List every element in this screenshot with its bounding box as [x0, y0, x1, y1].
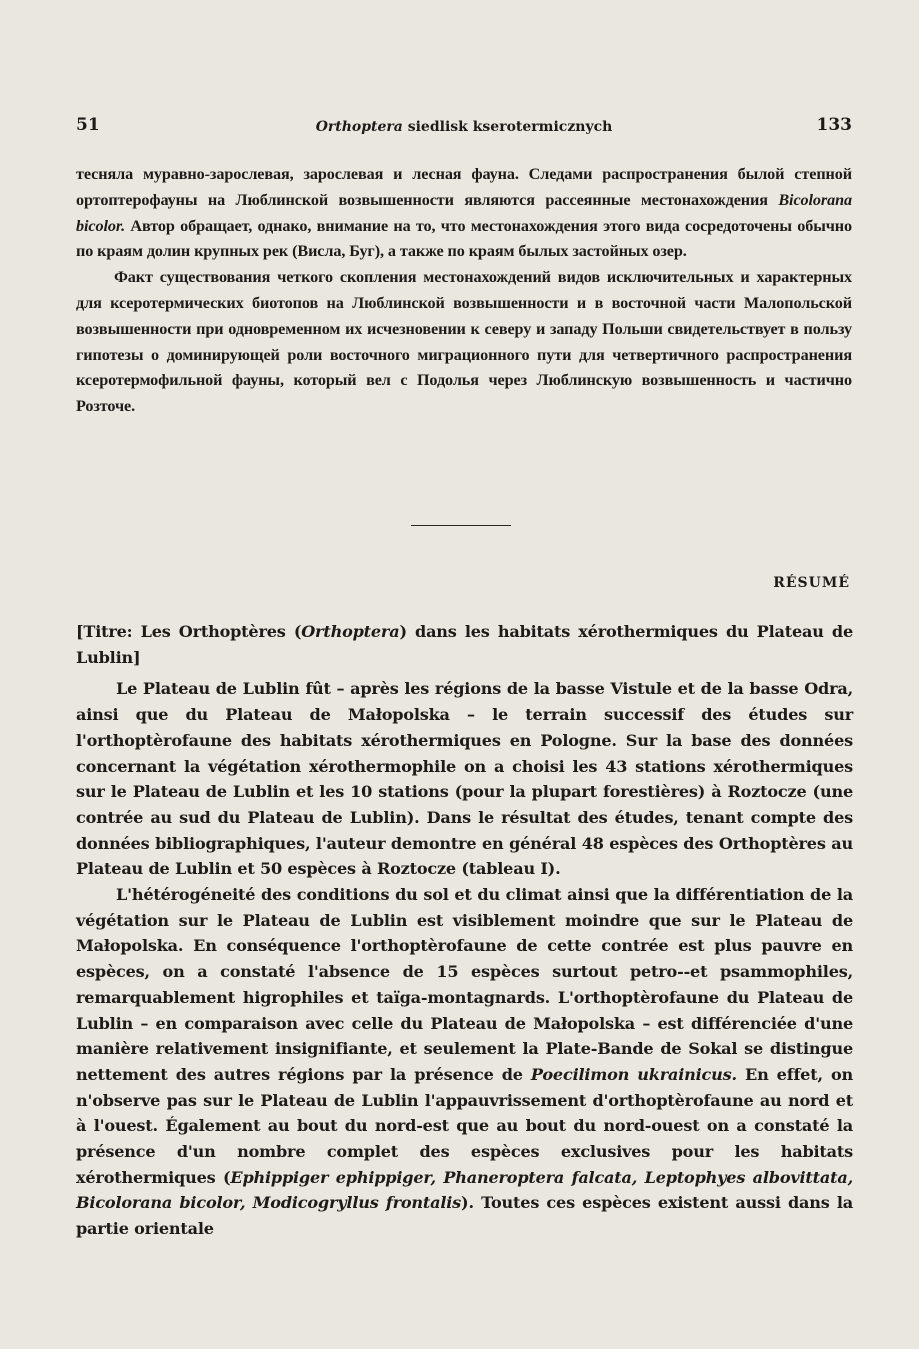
- russian-p1-text: тесняла муравно-зарослевая, зарослевая и лесная фауна. Следами распространения былой степной ортоптерофауны на Люблинской возвышенности являются рассеянные местонахождения: [76, 165, 852, 209]
- species-name: Bicolorana bicolor.: [76, 190, 852, 235]
- russian-p1-rest: Автор обращает, однако, внимание на то, что местонахождения этого вида сосредоточены обычно по краям долин крупных рек (Висла, Буг), а также по краям былых застойных озер.: [76, 216, 852, 261]
- resume-paragraph-2: [76, 882, 853, 1242]
- page-number-left: 51: [76, 115, 100, 135]
- species-name: Poecilimon ukrainicus.: [530, 1064, 737, 1084]
- resume-heading: RÉSUMÉ: [773, 575, 850, 591]
- page-number-right: 133: [816, 115, 852, 135]
- resume-title-line: [76, 619, 853, 670]
- p2-part-a: L'hétérogéneité des conditions du sol et du climat ainsi que la différentiation de la végétation sur le Plateau de Lublin est visiblement moindre que sur le Plateau de Małopolska. En conséquence l'orthoptèrofaune de cette contrée est plus pauvre en espèces, on a constaté l'absence de 15 espèces surtout petro--et psammophiles, remarquablement higrophiles et taïga-montagnards. L'orthoptèrofaune du Plateau de Lublin – en comparaison avec celle du Plateau de Małopolska – est différenciée d'une manière relativement insignifiante, et seulement la Plate-Bande de Sokal se distingue nettement des autres régions par la présence de: [76, 885, 853, 1084]
- section-divider: [411, 525, 511, 526]
- resume-paragraph-1: Le Plateau de Lublin fût – après les régions de la basse Vistule et de la basse Odra, ainsi que du Plateau de Małopolska – le terrain successif des études sur l'orthoptèrofaune des habitats xérothermiques en Pologne. Sur la base des données concernant la végétation xérothermophile on a choisi les 43 stations xérothermiques sur le Plateau de Lublin et les 10 stations (pour la plupart forestières) à Roztocze (une contrée au sud du Plateau de Lublin). Dans le résultat des études, tenant compte des données bibliographiques, l'auteur demontre en général 48 espèces des Orthoptères au Plateau de Lublin et 50 espèces à Roztocze (tableau I).: [76, 679, 853, 879]
- species-list: Ephippiger ephippiger, Phaneroptera falcata, Leptophyes albovittata, Bicolorana bicolor, Modicogryllus frontalis: [76, 1167, 853, 1213]
- russian-text: [76, 162, 852, 420]
- russian-paragraph-2: Факт существования четкого скопления местонахождений видов исключительных и характерных для ксеротермических биотопов на Люблинской возвышенности и в восточной части Малопольской возвышенности при одновременном их исчезновении к северу и западу Польши свидетельствует в пользу гипотезы о доминирующей роли восточного миграционного пути для четвертичного распространения ксеротермофильной фауны, который вел с Подолья через Люблинскую возвышенность и частично Розточе.: [76, 268, 852, 416]
- title-italic: Orthoptera: [301, 622, 400, 641]
- russian-paragraph-1: [76, 162, 852, 265]
- running-title-italic: Orthoptera: [315, 119, 403, 135]
- title-part-b: ) dans les habitats xérothermiques du Plateau de Lublin]: [76, 622, 853, 667]
- p2-part-b: En effet, on n'observe pas sur le Plateau de Lublin l'appauvrissement d'orthoptèrofaune au nord et à l'ouest. Également au bout du nord-est que au bout du nord-ouest on a constaté la présence d'un nombre complet des espèces exclusives pour les habitats xérothermiques (: [76, 1064, 853, 1187]
- french-resume: [76, 619, 853, 1242]
- p2-part-c: ). Toutes ces espèces existent aussi dans la partie orientale: [76, 1193, 853, 1239]
- title-part-a: [Titre: Les Orthoptères (: [76, 622, 302, 641]
- running-title-rest: siedlisk kserotermicznych: [402, 119, 613, 135]
- running-title: [76, 115, 852, 139]
